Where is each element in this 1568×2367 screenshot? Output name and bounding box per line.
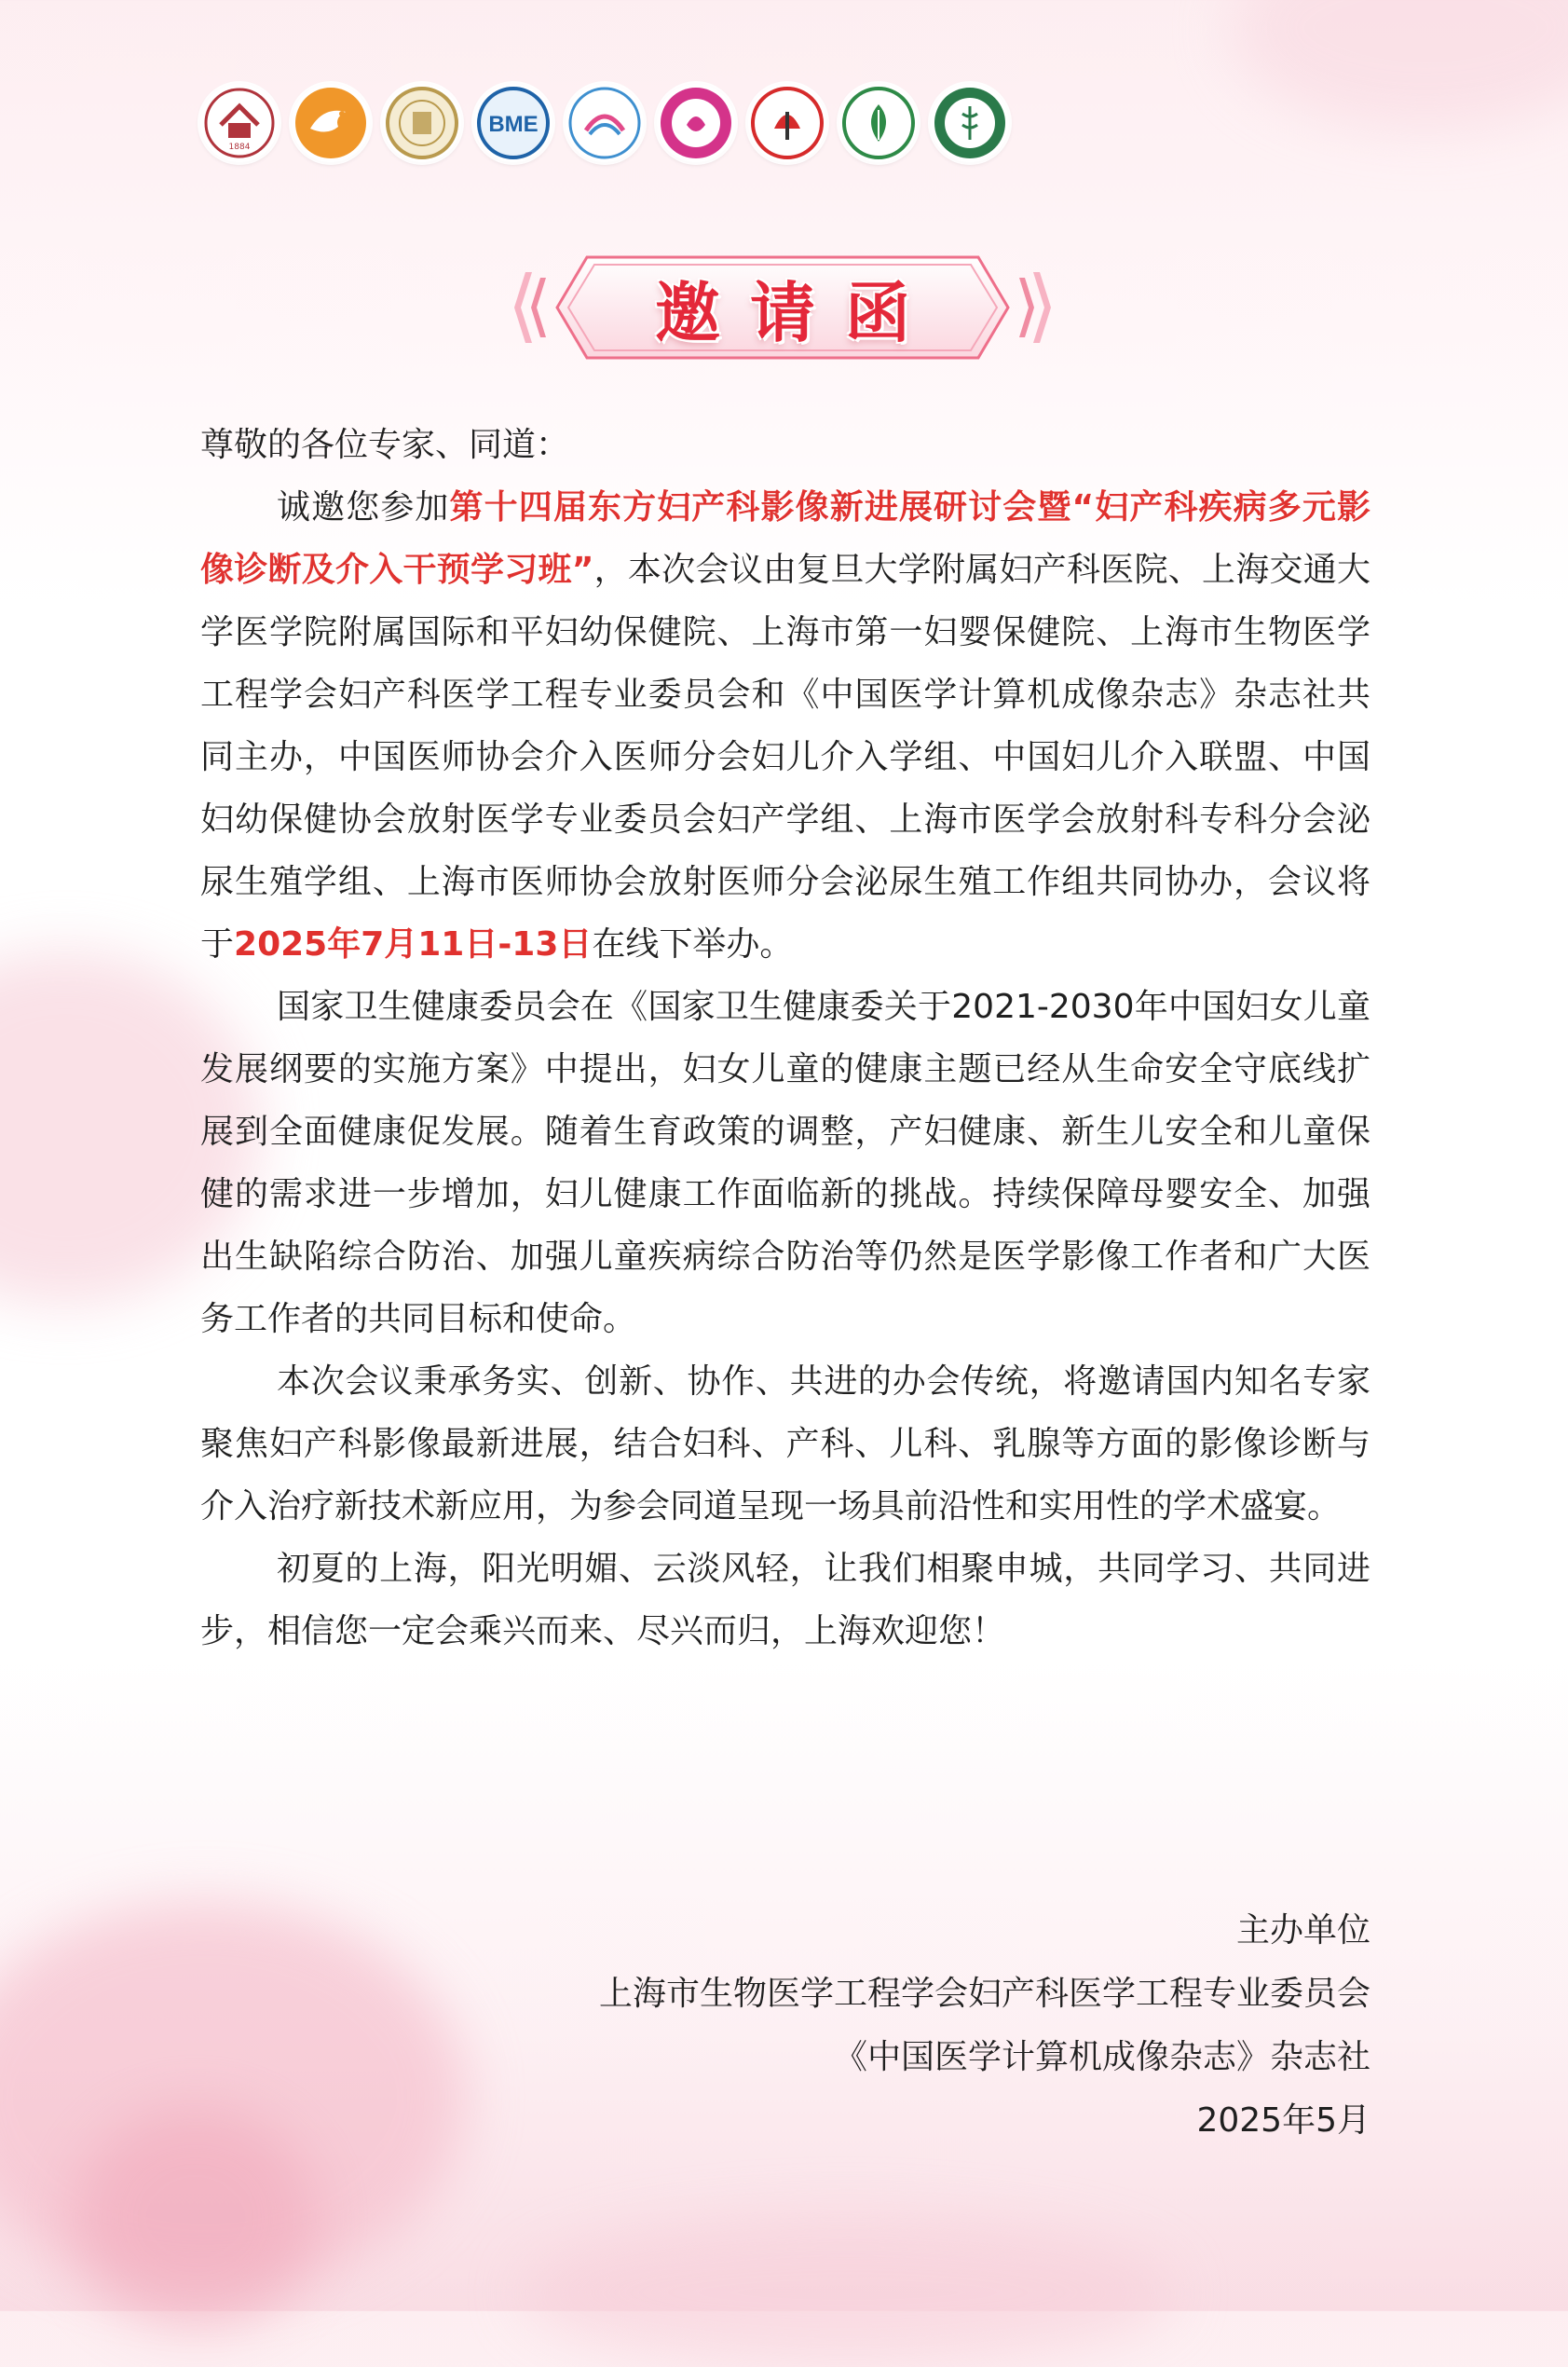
gold-seal-logo (383, 84, 461, 162)
salutation: 尊敬的各位专家、同道： (200, 426, 570, 464)
invitation-banner (503, 252, 1062, 363)
maternal-child-logo (657, 84, 735, 162)
host-org-journal: 《中国医学计算机成像杂志》杂志社 (833, 2038, 1370, 2076)
host-org-committee: 上海市生物医学工程学会妇产科医学工程专业委员会 (598, 1975, 1370, 2013)
paragraph-invitation (200, 476, 1370, 976)
event-date: 2025年7月11日-13日 (234, 925, 593, 964)
event-name: 第十四届东方妇产科影像新进展研讨会暨“妇产科疾病多元影像诊断及介入干预学习班” (200, 488, 1370, 589)
organizers-text: ，本次会议由复旦大学附属妇产科医院、上海交通大学医学院附属国际和平妇幼保健院、上海市第一妇婴保健院、上海市生物医学工程学会妇产科医学工程专业委员会和《中国医学计算机成像杂志》杂志社共同主办，中国医师协会介入医师分会妇儿介入学组、中国妇儿介入联盟、中国妇幼保健协会放射医学专业委员会妇产学组、上海市医学会放射科专科分会泌尿生殖学组、上海市医师协会放射医师分会泌尿生殖工作组共同协办，会议将于 (200, 551, 1370, 964)
signature-block (599, 1899, 1370, 2153)
paragraph-background: 国家卫生健康委员会在《国家卫生健康委关于2021-2030年中国妇女儿童发展纲要的实施方案》中提出，妇女儿童的健康主题已经从生命安全守底线扩展到全面健康促发展。随着生育政策的调整，产妇健康、新生儿安全和儿童保健的需求进一步增加，妇儿健康工作面临新的挑战。持续保障母婴安全、加强出生缺陷综合防治、加强儿童疾病综合防治等仍然是医学影像工作者和广大医务工作者的共同目标和使命。 (200, 988, 1370, 1338)
decorative-petal (1230, 0, 1568, 130)
bme-logo (474, 84, 552, 162)
svg-text:BME: BME (488, 112, 539, 137)
shanghai-medical-association-logo (748, 84, 826, 162)
svg-text:1884: 1884 (228, 143, 251, 152)
signature-date: 2025年5月 (1196, 2101, 1370, 2140)
host-label: 主办单位 (1235, 1911, 1370, 1950)
organizer-logos (200, 84, 1009, 162)
decorative-flower (75, 2106, 317, 2330)
decorative-petal (522, 2218, 1174, 2367)
letter-body (200, 414, 1370, 1662)
intervention-alliance-logo (566, 84, 644, 162)
physician-association-logo (931, 84, 1009, 162)
paragraph-welcome: 初夏的上海，阳光明媚、云淡风轻，让我们相聚申城，共同学习、共同进步，相信您一定会乘兴而来、尽兴而归，上海欢迎您！ (200, 1550, 1370, 1650)
paragraph-agenda: 本次会议秉承务实、创新、协作、共进的办会传统，将邀请国内知名专家聚焦妇产科影像最新进展，结合妇科、产科、儿科、乳腺等方面的影像诊断与介入治疗新技术新应用，为参会同道呈现一场具前沿性和实用性的学术盛宴。 (200, 1362, 1370, 1526)
dove-logo (292, 84, 370, 162)
invitation-lead: 诚邀您参加 (277, 488, 450, 527)
banner-title: 邀请函 (655, 273, 940, 351)
green-leaf-logo (839, 84, 918, 162)
hospital-logo-1884 (200, 84, 279, 162)
venue-text: 在线下举办。 (592, 925, 794, 964)
